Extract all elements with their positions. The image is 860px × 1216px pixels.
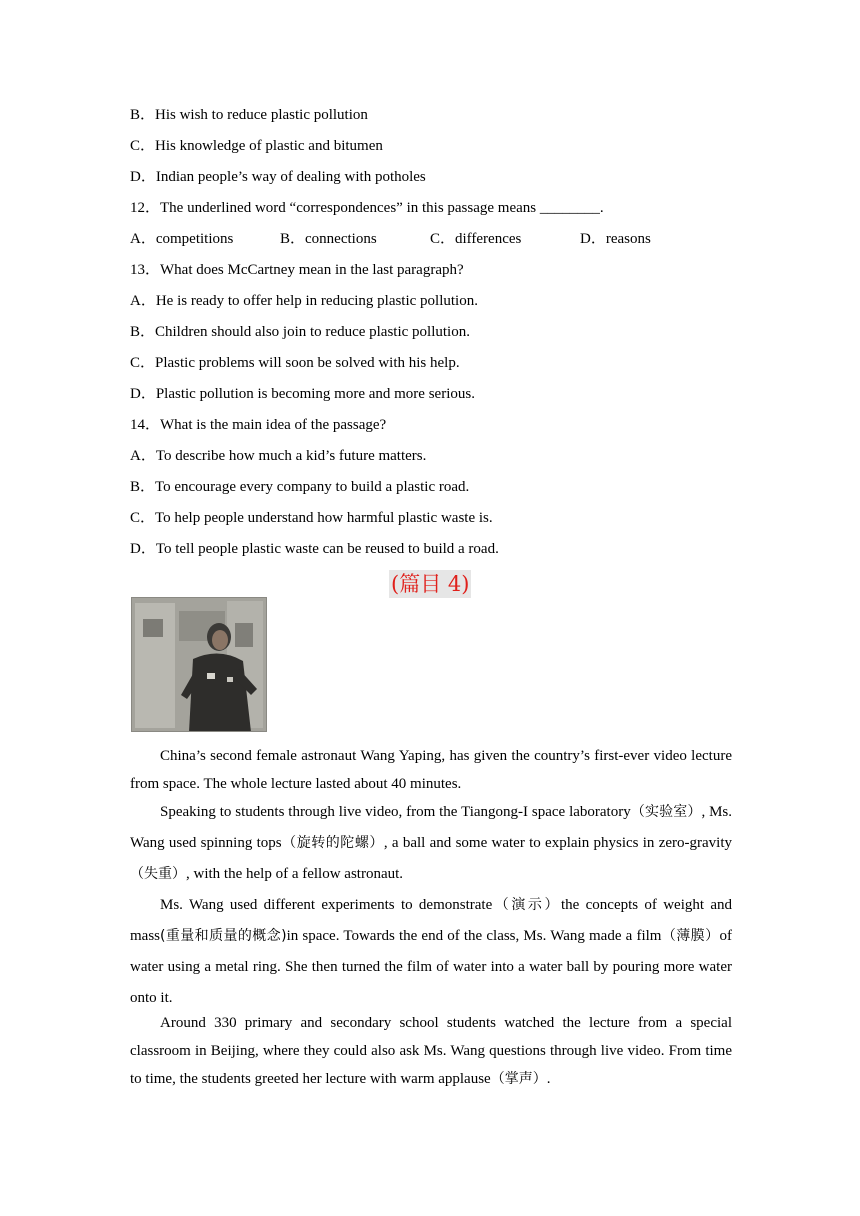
- passage-paragraph-2: [130, 797, 732, 890]
- p2-text-a: Speaking to students through live video, from the Tiangong-I space laboratory: [160, 804, 631, 820]
- passage-paragraph-1: [130, 742, 732, 798]
- q14-stem: 14．What is the main idea of the passage?: [130, 417, 387, 433]
- p4-text-b: .: [546, 1071, 551, 1087]
- p3-text-b: the concepts of weight and mass: [130, 897, 732, 944]
- astronaut-photo: [131, 597, 267, 732]
- p3-text-d: of water using a metal ring. She then turned the film of water into a water ball by pouring more water onto it.: [130, 928, 732, 1006]
- p2-text-d: , with the help of a fellow astronaut.: [186, 866, 404, 882]
- q14-option-d: D．To tell people plastic waste can be reused to build a road.: [130, 541, 499, 557]
- q13-option-c: C．Plastic problems will soon be solved with his help.: [130, 355, 460, 371]
- q11-option-b: B．His wish to reduce plastic pollution: [130, 107, 368, 123]
- q12-option-b: B．connections: [280, 231, 377, 247]
- passage-paragraph-1-text: China’s second female astronaut Wang Yaping, has given the country’s first-ever video lecture from space. The whole lecture lasted about 40 minutes.: [130, 748, 732, 792]
- p2-gloss-laboratory: （实验室）: [630, 804, 702, 820]
- p2-text-b: , Ms. Wang used spinning tops: [130, 804, 732, 851]
- q13-option-b: B．Children should also join to reduce plastic pollution.: [130, 324, 470, 340]
- q13-stem: 13．What does McCartney mean in the last paragraph?: [130, 262, 464, 278]
- passage-paragraph-4: [130, 1009, 732, 1093]
- q14-option-c: C．To help people understand how harmful plastic waste is.: [130, 510, 493, 526]
- q12-option-d: D．reasons: [580, 231, 651, 247]
- q13-option-d: D．Plastic pollution is becoming more and more serious.: [130, 386, 475, 402]
- p2-gloss-zero-gravity: （失重）: [130, 866, 186, 882]
- q11-option-c: C．His knowledge of plastic and bitumen: [130, 138, 383, 154]
- p3-gloss-film: （薄膜）: [661, 928, 720, 944]
- q12-option-a: A．competitions: [130, 231, 234, 247]
- q12-stem: 12．The underlined word “correspondences” in this passage means ________.: [130, 200, 604, 216]
- passage-paragraph-3: [130, 890, 732, 1014]
- q14-option-b: B．To encourage every company to build a plastic road.: [130, 479, 470, 495]
- astronaut-photo-drawing: [131, 597, 267, 732]
- q11-option-d: D．Indian people’s way of dealing with potholes: [130, 169, 426, 185]
- p3-text-a: Ms. Wang used different experiments to demonstrate: [160, 897, 493, 913]
- p4-gloss-applause: （掌声）: [490, 1071, 547, 1087]
- p3-text-c: in space. Towards the end of the class, Ms. Wang made a film: [286, 928, 662, 944]
- section-title: (篇目 4): [391, 572, 470, 596]
- p4-text-a: Around 330 primary and secondary school students watched the lecture from a special classroom in Beijing, where they could also ask Ms. Wang questions through live video. From time to time, the students greeted her lecture with warm applause: [130, 1015, 732, 1087]
- p3-gloss-demonstrate: （演示）: [492, 897, 561, 913]
- q12-option-c: C．differences: [430, 231, 522, 247]
- q14-option-a: A．To describe how much a kid’s future matters.: [130, 448, 427, 464]
- q12-options: [130, 230, 750, 248]
- q13-option-a: A．He is ready to offer help in reducing plastic pollution.: [130, 293, 478, 309]
- p2-gloss-spinning-tops: （旋转的陀螺）: [281, 835, 384, 851]
- p2-text-c: , a ball and some water to explain physics in zero-gravity: [383, 835, 733, 851]
- p3-gloss-weight-mass: (重量和质量的概念): [160, 928, 287, 944]
